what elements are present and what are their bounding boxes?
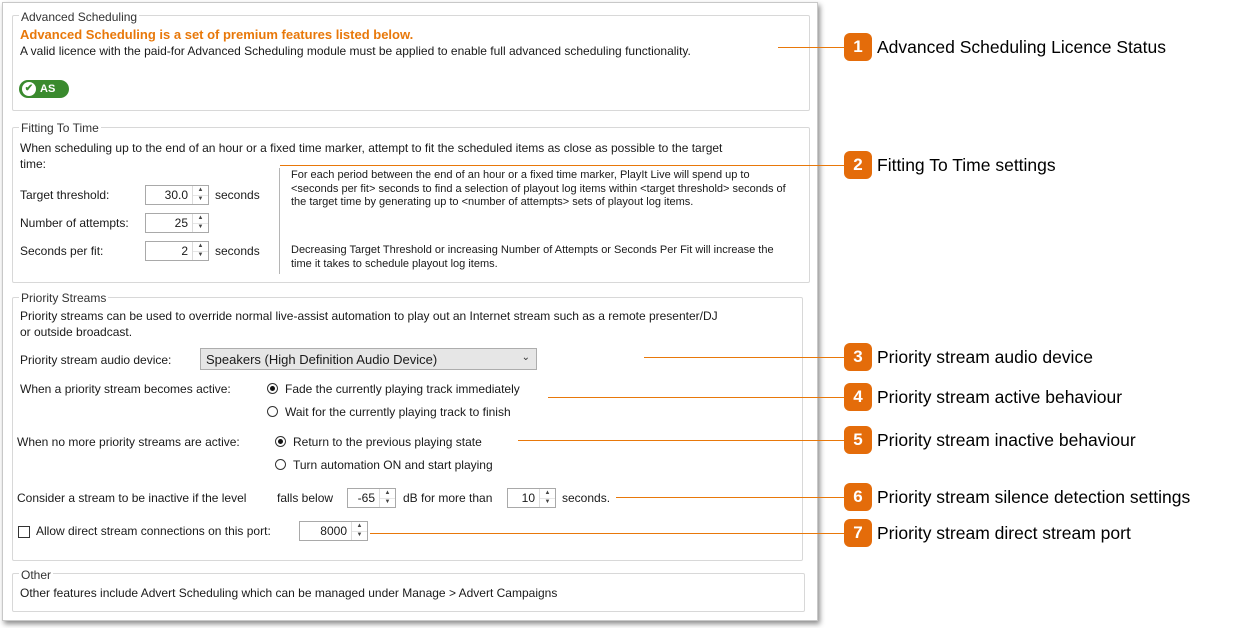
- callout-marker-4: 4: [844, 383, 872, 411]
- fitting-to-time-legend: Fitting To Time: [21, 121, 99, 135]
- caret-down-icon[interactable]: ▼: [197, 196, 204, 202]
- seconds-per-fit-value: 2: [181, 244, 188, 258]
- licence-status-badge: [19, 80, 69, 98]
- active-option-wait-label[interactable]: Wait for the currently playing track to finish: [285, 405, 511, 419]
- audio-device-value: Speakers (High Definition Audio Device): [206, 352, 438, 367]
- caret-down-icon[interactable]: ▼: [384, 499, 391, 505]
- target-threshold-unit: seconds: [215, 188, 260, 202]
- caret-down-icon[interactable]: ▼: [197, 252, 204, 258]
- callout-label-6: Priority stream silence detection settings: [877, 487, 1191, 507]
- callout-label-3: Priority stream audio device: [877, 347, 1093, 367]
- callout-marker-3: 3: [844, 343, 872, 371]
- silence-falls-below-label: falls below: [277, 491, 334, 505]
- active-behaviour-label: When a priority stream becomes active:: [20, 382, 231, 396]
- seconds-per-fit-stepper[interactable]: [145, 241, 209, 261]
- attempts-label: Number of attempts:: [20, 216, 129, 230]
- priority-intro-line1: Priority streams can be used to override normal live-assist automation to play out an Internet stream such as a remote presenter/DJ: [20, 309, 718, 323]
- callout-line-3: [644, 357, 844, 358]
- active-option-fade-label[interactable]: Fade the currently playing track immediately: [285, 382, 520, 396]
- callout-marker-7: 7: [844, 519, 872, 547]
- direct-stream-label[interactable]: Allow direct stream connections on this port:: [36, 524, 271, 538]
- target-threshold-value: 30.0: [164, 188, 188, 202]
- caret-down-icon[interactable]: ▼: [544, 499, 551, 505]
- active-option-wait-radio[interactable]: [267, 406, 278, 417]
- advanced-scheduling-legend: Advanced Scheduling: [21, 10, 138, 24]
- inactive-option-return-radio[interactable]: [275, 436, 286, 447]
- caret-down-icon[interactable]: ▼: [197, 224, 204, 230]
- audio-device-select[interactable]: [200, 348, 537, 370]
- callout-label-5: Priority stream inactive behaviour: [877, 430, 1136, 450]
- advanced-scheduling-headline: Advanced Scheduling is a set of premium features listed below.: [20, 27, 414, 42]
- attempts-value: 25: [174, 216, 188, 230]
- callout-marker-5: 5: [844, 426, 872, 454]
- fitting-intro-line1: When scheduling up to the end of an hour or a fixed time marker, attempt to fit the scheduled items as close as possible to the target: [20, 141, 723, 155]
- silence-seconds-unit: seconds.: [562, 491, 611, 505]
- inactive-behaviour-label: When no more priority streams are active:: [17, 435, 240, 449]
- target-threshold-label: Target threshold:: [20, 188, 110, 202]
- priority-streams-legend: Priority Streams: [21, 291, 107, 305]
- other-text: Other features include Advert Scheduling which can be managed under Manage > Advert Campaigns: [20, 586, 558, 600]
- inactive-option-automation-label[interactable]: Turn automation ON and start playing: [293, 458, 493, 472]
- direct-port-stepper[interactable]: [299, 521, 368, 541]
- silence-level-stepper[interactable]: [347, 488, 396, 508]
- fitting-help-divider: [279, 168, 280, 274]
- callout-label-1: Advanced Scheduling Licence Status: [877, 37, 1166, 57]
- caret-up-icon[interactable]: ▲: [193, 242, 208, 252]
- silence-level-value: -65: [357, 491, 375, 505]
- inactive-option-automation-radio[interactable]: [275, 459, 286, 470]
- licence-badge-label: AS: [40, 83, 56, 95]
- caret-down-icon[interactable]: ▼: [356, 532, 363, 538]
- other-legend: Other: [21, 568, 52, 582]
- caret-up-icon[interactable]: ▲: [352, 522, 367, 532]
- silence-seconds-value: 10: [521, 491, 535, 505]
- caret-up-icon[interactable]: ▲: [193, 186, 208, 196]
- active-option-fade-radio[interactable]: [267, 383, 278, 394]
- callout-line-6: [616, 497, 844, 498]
- callout-marker-1: 1: [844, 33, 872, 61]
- seconds-per-fit-label: Seconds per fit:: [20, 244, 104, 258]
- callout-line-5: [518, 440, 844, 441]
- callout-line-1: [778, 47, 844, 48]
- callout-marker-2: 2: [844, 151, 872, 179]
- direct-stream-checkbox[interactable]: [18, 526, 30, 538]
- advanced-scheduling-description: A valid licence with the paid-for Advanced Scheduling module must be applied to enable full advanced scheduling functionality.: [20, 44, 691, 58]
- callout-marker-6: 6: [844, 483, 872, 511]
- fitting-intro-line2: time:: [20, 157, 47, 171]
- callout-line-7: [370, 533, 844, 534]
- silence-db-label: dB for more than: [403, 491, 493, 505]
- caret-up-icon[interactable]: ▲: [540, 489, 555, 499]
- callout-line-2: [280, 165, 844, 166]
- priority-intro-line2: or outside broadcast.: [20, 325, 133, 339]
- audio-device-label: Priority stream audio device:: [20, 353, 172, 367]
- silence-prefix-label: Consider a stream to be inactive if the level: [17, 491, 247, 505]
- check-circle-icon: ✔: [22, 82, 36, 96]
- seconds-per-fit-unit: seconds: [215, 244, 260, 258]
- callout-label-2: Fitting To Time settings: [877, 155, 1056, 175]
- attempts-stepper[interactable]: [145, 213, 209, 233]
- callout-label-7: Priority stream direct stream port: [877, 523, 1131, 543]
- fitting-help-text-1: For each period between the end of an hour or a fixed time marker, PlayIt Live will spend up to <seconds per fit> seconds to find a selection of playout log items within <target threshold> seconds of the target time by generating up to <number of attempts> sets of playout log items.: [291, 169, 786, 208]
- callout-line-4: [548, 397, 844, 398]
- inactive-option-return-label[interactable]: Return to the previous playing state: [293, 435, 482, 449]
- settings-panel: [2, 2, 818, 621]
- direct-port-value: 8000: [320, 524, 347, 538]
- fitting-help-text-2: Decreasing Target Threshold or increasing Number of Attempts or Seconds Per Fit will increase the time it takes to schedule playout log items.: [291, 244, 774, 270]
- callout-label-4: Priority stream active behaviour: [877, 387, 1123, 407]
- caret-up-icon[interactable]: ▲: [380, 489, 395, 499]
- silence-seconds-stepper[interactable]: [507, 488, 556, 508]
- caret-up-icon[interactable]: ▲: [193, 214, 208, 224]
- target-threshold-stepper[interactable]: [145, 185, 209, 205]
- chevron-down-icon: ⌄: [521, 352, 530, 363]
